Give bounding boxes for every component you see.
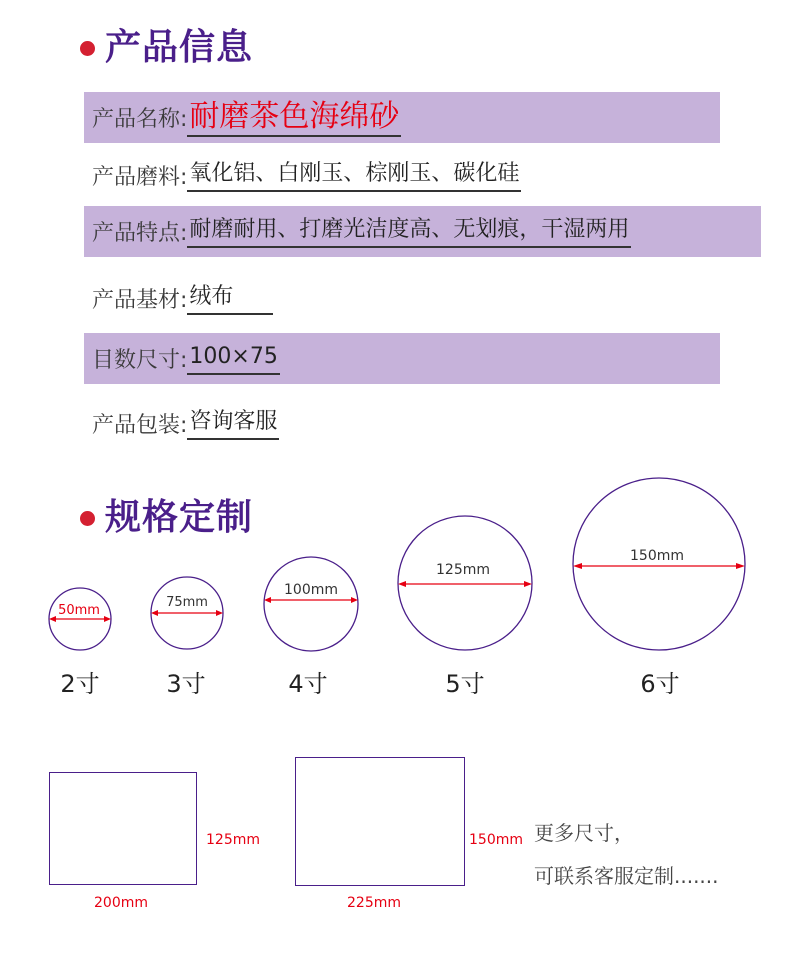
diameter-label: 125mm bbox=[436, 562, 490, 578]
diameter-label: 100mm bbox=[284, 582, 338, 598]
info-section-header bbox=[80, 27, 254, 68]
rect-225x150 bbox=[295, 757, 465, 886]
bullet-dot-icon bbox=[80, 511, 95, 526]
circle-2-inch bbox=[47, 586, 113, 652]
size-label-4: 4寸 bbox=[288, 670, 328, 698]
spec-section-title: 规格定制 bbox=[105, 497, 254, 538]
contact-service-note: 可联系客服定制....... bbox=[534, 864, 719, 888]
rect-1-height-label: 125mm bbox=[206, 832, 260, 848]
info-label: 产品名称: bbox=[92, 107, 188, 132]
spec-section-header bbox=[80, 497, 254, 538]
rect-1-width-label: 200mm bbox=[94, 895, 148, 911]
substrate-value: 绒布 bbox=[187, 282, 273, 315]
info-row-size bbox=[84, 333, 720, 384]
circle-6-inch bbox=[571, 476, 747, 652]
info-label: 产品磨料: bbox=[92, 165, 188, 190]
info-label: 产品特点: bbox=[92, 221, 188, 246]
info-section-title: 产品信息 bbox=[105, 27, 254, 68]
size-value: 100×75 bbox=[187, 342, 279, 375]
rect-2-width-label: 225mm bbox=[347, 895, 401, 911]
rect-2-height-label: 150mm bbox=[469, 832, 523, 848]
abrasive-value: 氧化铝、白刚玉、棕刚玉、碳化硅 bbox=[187, 159, 521, 192]
diameter-label: 150mm bbox=[630, 548, 684, 564]
info-row-packaging bbox=[84, 398, 720, 449]
more-sizes-note: 更多尺寸， bbox=[534, 821, 634, 845]
bullet-dot-icon bbox=[80, 41, 95, 56]
info-row-name bbox=[84, 92, 720, 143]
info-label: 产品基材: bbox=[92, 288, 188, 313]
features-value: 耐磨耐用、打磨光洁度高、无划痕，干湿两用 bbox=[187, 215, 631, 248]
info-label: 目数尺寸: bbox=[92, 348, 188, 373]
packaging-value: 咨询客服 bbox=[187, 407, 279, 440]
info-label: 产品包装: bbox=[92, 413, 188, 438]
size-label-6: 6寸 bbox=[640, 670, 680, 698]
size-label-5: 5寸 bbox=[445, 670, 485, 698]
info-row-features bbox=[84, 206, 761, 257]
circle-5-inch bbox=[396, 514, 534, 652]
info-row-substrate bbox=[84, 273, 720, 324]
diameter-label: 50mm bbox=[58, 603, 100, 618]
circle-3-inch bbox=[149, 575, 225, 651]
size-label-2: 2寸 bbox=[60, 670, 100, 698]
size-label-3: 3寸 bbox=[166, 670, 206, 698]
product-name-value: 耐磨茶色海绵砂 bbox=[187, 99, 401, 137]
circle-4-inch bbox=[262, 555, 360, 653]
info-row-abrasive bbox=[84, 150, 720, 201]
rect-200x125 bbox=[49, 772, 197, 885]
diameter-label: 75mm bbox=[166, 595, 208, 610]
